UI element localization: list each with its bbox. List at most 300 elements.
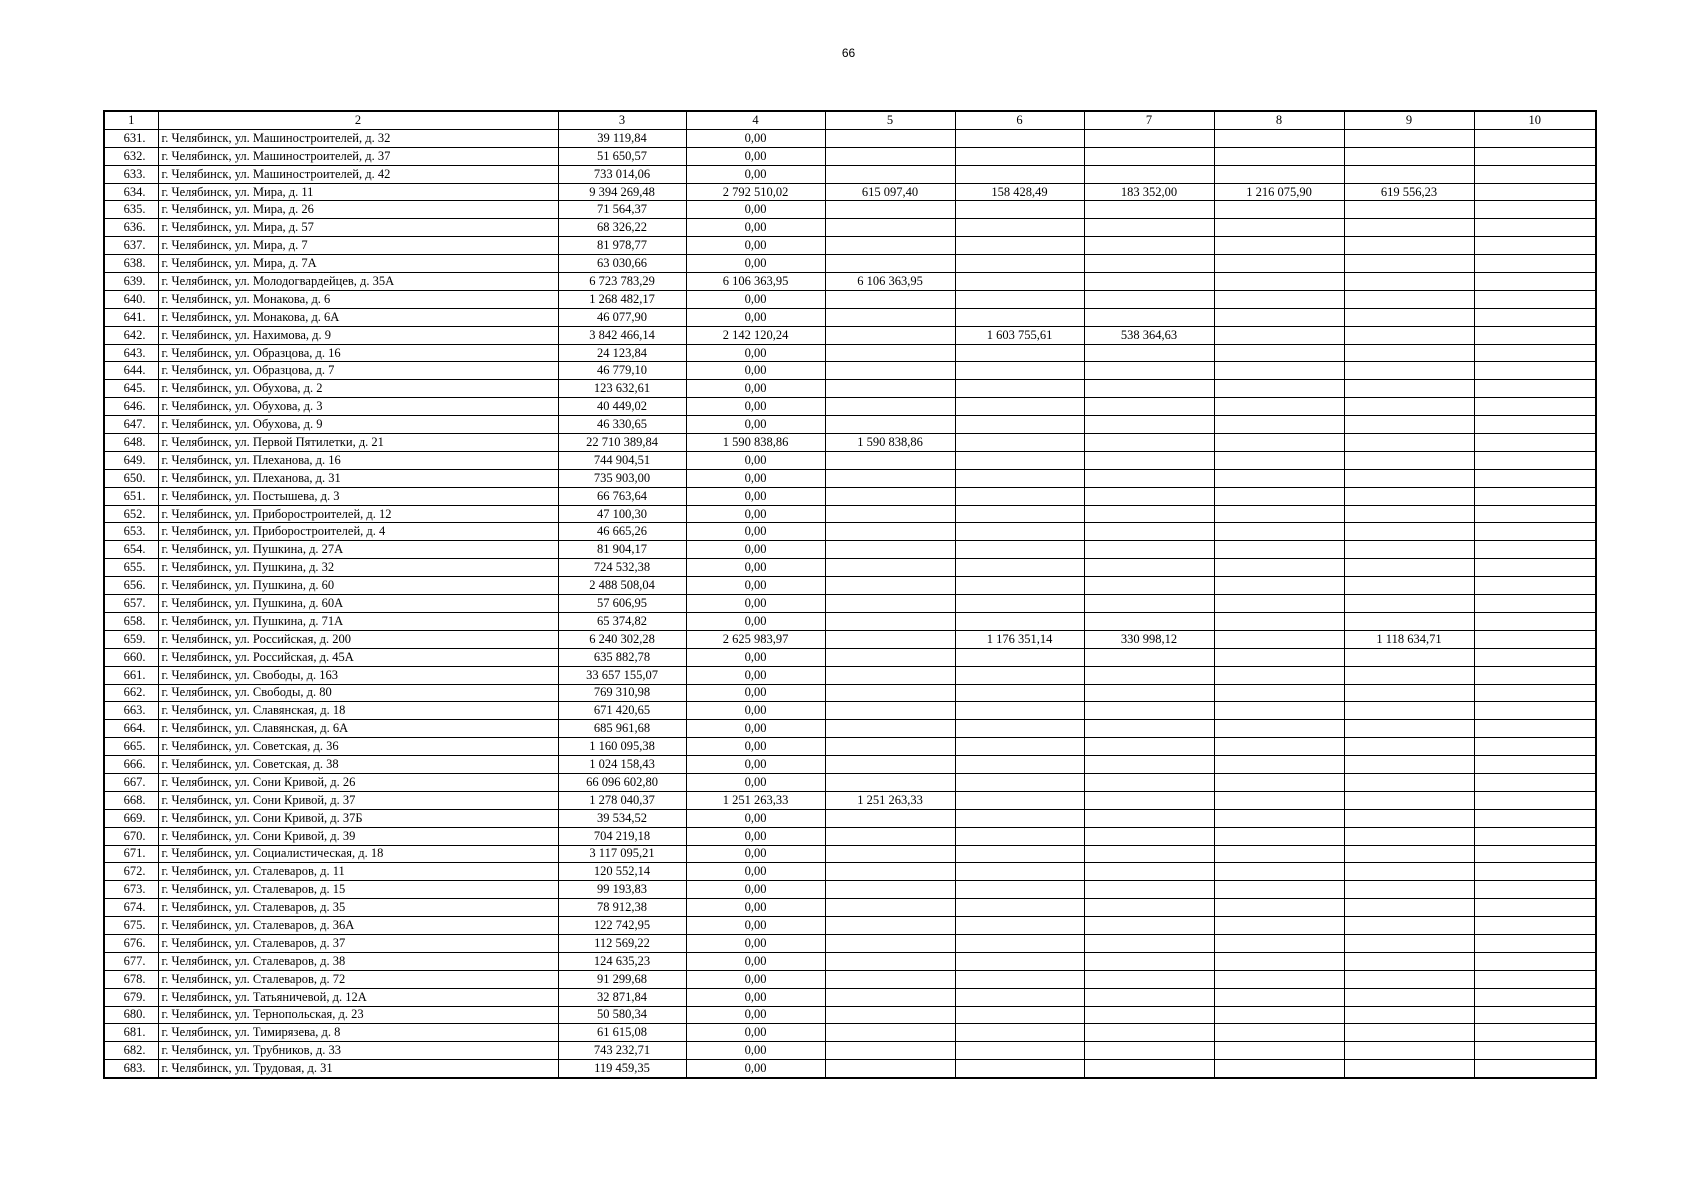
value-cell-col6 [955,237,1084,255]
column-header-7: 7 [1084,111,1214,129]
value-cell-col7: 330 998,12 [1084,630,1214,648]
value-cell-col8 [1214,290,1344,308]
value-cell-col7 [1084,791,1214,809]
address-cell: г. Челябинск, ул. Машиностроителей, д. 37 [158,147,558,165]
value-cell-col6 [955,1060,1084,1078]
row-number: 654. [104,541,158,559]
table-row [104,702,1596,720]
value-cell-col3: 120 552,14 [558,863,686,881]
value-cell-col10 [1474,273,1596,291]
value-cell-col8 [1214,219,1344,237]
value-cell-col6 [955,934,1084,952]
value-cell-col4: 0,00 [686,523,825,541]
value-cell-col4: 0,00 [686,595,825,613]
table-row [104,255,1596,273]
table-row [104,791,1596,809]
column-header-3: 3 [558,111,686,129]
value-cell-col6 [955,738,1084,756]
row-number: 651. [104,487,158,505]
value-cell-col7 [1084,129,1214,147]
table-row [104,577,1596,595]
value-cell-col7 [1084,416,1214,434]
value-cell-col6 [955,756,1084,774]
value-cell-col9 [1344,523,1474,541]
value-cell-col4: 0,00 [686,201,825,219]
address-cell: г. Челябинск, ул. Нахимова, д. 9 [158,326,558,344]
value-cell-col9 [1344,970,1474,988]
address-cell: г. Челябинск, ул. Славянская, д. 6А [158,720,558,738]
value-cell-col7 [1084,756,1214,774]
value-cell-col8 [1214,863,1344,881]
value-cell-col7 [1084,362,1214,380]
value-cell-col9 [1344,595,1474,613]
value-cell-col10 [1474,219,1596,237]
value-cell-col5 [825,827,955,845]
value-cell-col5 [825,899,955,917]
table-row [104,201,1596,219]
value-cell-col7 [1084,380,1214,398]
address-cell: г. Челябинск, ул. Пушкина, д. 71А [158,612,558,630]
value-cell-col8 [1214,559,1344,577]
value-cell-col4: 0,00 [686,129,825,147]
value-cell-col6 [955,469,1084,487]
value-cell-col7 [1084,1024,1214,1042]
value-cell-col5 [825,1006,955,1024]
address-cell: г. Челябинск, ул. Приборостроителей, д. 12 [158,505,558,523]
value-cell-col7: 538 364,63 [1084,326,1214,344]
row-number: 665. [104,738,158,756]
row-number: 658. [104,612,158,630]
value-cell-col10 [1474,469,1596,487]
column-header-6: 6 [955,111,1084,129]
value-cell-col8 [1214,666,1344,684]
row-number: 670. [104,827,158,845]
row-number: 649. [104,451,158,469]
data-table [103,110,1597,1079]
value-cell-col9 [1344,541,1474,559]
value-cell-col8 [1214,273,1344,291]
value-cell-col10 [1474,988,1596,1006]
value-cell-col3: 122 742,95 [558,917,686,935]
value-cell-col8 [1214,165,1344,183]
table-row [104,380,1596,398]
value-cell-col10 [1474,255,1596,273]
value-cell-col7 [1084,487,1214,505]
value-cell-col10 [1474,738,1596,756]
value-cell-col7 [1084,255,1214,273]
value-cell-col7 [1084,559,1214,577]
row-number: 660. [104,648,158,666]
value-cell-col3: 24 123,84 [558,344,686,362]
value-cell-col6 [955,720,1084,738]
value-cell-col9 [1344,1006,1474,1024]
value-cell-col6 [955,129,1084,147]
value-cell-col3: 32 871,84 [558,988,686,1006]
table-row [104,237,1596,255]
value-cell-col9 [1344,487,1474,505]
value-cell-col7 [1084,1042,1214,1060]
row-number: 663. [104,702,158,720]
value-cell-col4: 0,00 [686,559,825,577]
value-cell-col5 [825,809,955,827]
value-cell-col4: 0,00 [686,827,825,845]
value-cell-col9 [1344,219,1474,237]
address-cell: г. Челябинск, ул. Сталеваров, д. 38 [158,952,558,970]
value-cell-col3: 71 564,37 [558,201,686,219]
table-row [104,881,1596,899]
value-cell-col6: 158 428,49 [955,183,1084,201]
value-cell-col8 [1214,577,1344,595]
row-number: 657. [104,595,158,613]
row-number: 680. [104,1006,158,1024]
value-cell-col10 [1474,237,1596,255]
address-cell: г. Челябинск, ул. Мира, д. 7 [158,237,558,255]
value-cell-col4: 0,00 [686,362,825,380]
value-cell-col6 [955,380,1084,398]
value-cell-col7 [1084,899,1214,917]
value-cell-col4: 0,00 [686,147,825,165]
value-cell-col10 [1474,129,1596,147]
value-cell-col6 [955,1024,1084,1042]
value-cell-col3: 1 268 482,17 [558,290,686,308]
value-cell-col3: 2 488 508,04 [558,577,686,595]
value-cell-col3: 743 232,71 [558,1042,686,1060]
value-cell-col7 [1084,273,1214,291]
value-cell-col6: 1 176 351,14 [955,630,1084,648]
value-cell-col4: 0,00 [686,398,825,416]
value-cell-col4: 0,00 [686,451,825,469]
value-cell-col3: 3 842 466,14 [558,326,686,344]
row-number: 641. [104,308,158,326]
value-cell-col3: 33 657 155,07 [558,666,686,684]
value-cell-col7 [1084,845,1214,863]
value-cell-col10 [1474,487,1596,505]
row-number: 636. [104,219,158,237]
address-cell: г. Челябинск, ул. Пушкина, д. 32 [158,559,558,577]
table-row [104,630,1596,648]
address-cell: г. Челябинск, ул. Монакова, д. 6А [158,308,558,326]
value-cell-col7 [1084,451,1214,469]
value-cell-col4: 0,00 [686,899,825,917]
value-cell-col9 [1344,1024,1474,1042]
value-cell-col6 [955,451,1084,469]
value-cell-col8 [1214,398,1344,416]
value-cell-col8 [1214,541,1344,559]
value-cell-col8 [1214,362,1344,380]
table-row [104,1060,1596,1078]
column-header-9: 9 [1344,111,1474,129]
value-cell-col10 [1474,326,1596,344]
value-cell-col8 [1214,630,1344,648]
value-cell-col6 [955,147,1084,165]
value-cell-col6 [955,219,1084,237]
address-cell: г. Челябинск, ул. Сталеваров, д. 15 [158,881,558,899]
value-cell-col7 [1084,666,1214,684]
value-cell-col10 [1474,720,1596,738]
value-cell-col3: 733 014,06 [558,165,686,183]
table-row [104,970,1596,988]
value-cell-col4: 0,00 [686,702,825,720]
value-cell-col7 [1084,147,1214,165]
value-cell-col5 [825,684,955,702]
value-cell-col7 [1084,1060,1214,1078]
value-cell-col4: 0,00 [686,738,825,756]
value-cell-col9 [1344,398,1474,416]
value-cell-col5 [825,165,955,183]
value-cell-col5 [825,970,955,988]
value-cell-col8 [1214,308,1344,326]
value-cell-col4: 0,00 [686,290,825,308]
value-cell-col7 [1084,595,1214,613]
value-cell-col5 [825,881,955,899]
value-cell-col3: 685 961,68 [558,720,686,738]
value-cell-col6 [955,308,1084,326]
table-row [104,147,1596,165]
value-cell-col6 [955,505,1084,523]
value-cell-col7 [1084,505,1214,523]
value-cell-col10 [1474,595,1596,613]
value-cell-col5 [825,863,955,881]
value-cell-col9 [1344,666,1474,684]
address-cell: г. Челябинск, ул. Образцова, д. 7 [158,362,558,380]
value-cell-col5 [825,416,955,434]
value-cell-col5 [825,469,955,487]
value-cell-col9 [1344,881,1474,899]
row-number: 661. [104,666,158,684]
value-cell-col6 [955,165,1084,183]
address-cell: г. Челябинск, ул. Мира, д. 26 [158,201,558,219]
value-cell-col8 [1214,344,1344,362]
value-cell-col4: 0,00 [686,881,825,899]
value-cell-col5 [825,541,955,559]
value-cell-col9 [1344,469,1474,487]
value-cell-col8 [1214,881,1344,899]
row-number: 664. [104,720,158,738]
value-cell-col5 [825,451,955,469]
value-cell-col8 [1214,720,1344,738]
row-number: 674. [104,899,158,917]
table-row [104,1006,1596,1024]
value-cell-col10 [1474,791,1596,809]
row-number: 634. [104,183,158,201]
value-cell-col8 [1214,326,1344,344]
table-row [104,988,1596,1006]
value-cell-col8 [1214,702,1344,720]
value-cell-col9 [1344,720,1474,738]
value-cell-col9 [1344,827,1474,845]
value-cell-col4: 2 142 120,24 [686,326,825,344]
row-number: 637. [104,237,158,255]
row-number: 677. [104,952,158,970]
table-row [104,666,1596,684]
value-cell-col6 [955,809,1084,827]
value-cell-col6 [955,273,1084,291]
value-cell-col9 [1344,416,1474,434]
address-cell: г. Челябинск, ул. Мира, д. 57 [158,219,558,237]
value-cell-col7 [1084,917,1214,935]
table-row [104,451,1596,469]
table-row [104,612,1596,630]
row-number: 638. [104,255,158,273]
value-cell-col5 [825,630,955,648]
value-cell-col9 [1344,147,1474,165]
value-cell-col6 [955,290,1084,308]
value-cell-col5 [825,201,955,219]
table-row [104,917,1596,935]
table-row [104,845,1596,863]
value-cell-col3: 68 326,22 [558,219,686,237]
address-cell: г. Челябинск, ул. Тимирязева, д. 8 [158,1024,558,1042]
address-cell: г. Челябинск, ул. Сталеваров, д. 37 [158,934,558,952]
value-cell-col10 [1474,917,1596,935]
value-cell-col5: 1 251 263,33 [825,791,955,809]
column-header-1: 1 [104,111,158,129]
value-cell-col10 [1474,648,1596,666]
value-cell-col9 [1344,559,1474,577]
value-cell-col10 [1474,434,1596,452]
row-number: 675. [104,917,158,935]
table-row [104,362,1596,380]
value-cell-col9 [1344,738,1474,756]
value-cell-col9 [1344,380,1474,398]
row-number: 639. [104,273,158,291]
address-cell: г. Челябинск, ул. Сони Кривой, д. 26 [158,773,558,791]
column-header-4: 4 [686,111,825,129]
value-cell-col7 [1084,344,1214,362]
value-cell-col10 [1474,308,1596,326]
value-cell-col10 [1474,559,1596,577]
address-cell: г. Челябинск, ул. Пушкина, д. 60 [158,577,558,595]
value-cell-col9 [1344,1042,1474,1060]
value-cell-col7 [1084,827,1214,845]
value-cell-col3: 46 779,10 [558,362,686,380]
address-cell: г. Челябинск, ул. Сталеваров, д. 36А [158,917,558,935]
value-cell-col9 [1344,809,1474,827]
row-number: 631. [104,129,158,147]
row-number: 672. [104,863,158,881]
row-number: 635. [104,201,158,219]
value-cell-col3: 46 665,26 [558,523,686,541]
value-cell-col6 [955,559,1084,577]
value-cell-col3: 63 030,66 [558,255,686,273]
value-cell-col9 [1344,129,1474,147]
value-cell-col9 [1344,237,1474,255]
value-cell-col7 [1084,541,1214,559]
value-cell-col3: 6 723 783,29 [558,273,686,291]
value-cell-col4: 0,00 [686,308,825,326]
value-cell-col7 [1084,773,1214,791]
value-cell-col8 [1214,970,1344,988]
table-row [104,183,1596,201]
address-cell: г. Челябинск, ул. Российская, д. 200 [158,630,558,648]
value-cell-col3: 724 532,38 [558,559,686,577]
value-cell-col8 [1214,917,1344,935]
value-cell-col9 [1344,845,1474,863]
value-cell-col6 [955,827,1084,845]
value-cell-col10 [1474,881,1596,899]
value-cell-col3: 47 100,30 [558,505,686,523]
value-cell-col5 [825,129,955,147]
value-cell-col4: 2 792 510,02 [686,183,825,201]
row-number: 681. [104,1024,158,1042]
value-cell-col3: 744 904,51 [558,451,686,469]
value-cell-col6 [955,1042,1084,1060]
value-cell-col5 [825,756,955,774]
table-row [104,469,1596,487]
value-cell-col5 [825,738,955,756]
table-row [104,129,1596,147]
value-cell-col10 [1474,380,1596,398]
address-cell: г. Челябинск, ул. Трудовая, д. 31 [158,1060,558,1078]
row-number: 671. [104,845,158,863]
value-cell-col4: 0,00 [686,255,825,273]
value-cell-col3: 51 650,57 [558,147,686,165]
value-cell-col10 [1474,290,1596,308]
value-cell-col10 [1474,451,1596,469]
value-cell-col10 [1474,344,1596,362]
address-cell: г. Челябинск, ул. Свободы, д. 80 [158,684,558,702]
table-row [104,165,1596,183]
value-cell-col7 [1084,934,1214,952]
value-cell-col8 [1214,809,1344,827]
value-cell-col3: 1 160 095,38 [558,738,686,756]
table-row [104,684,1596,702]
value-cell-col7 [1084,434,1214,452]
value-cell-col6 [955,863,1084,881]
value-cell-col4: 0,00 [686,809,825,827]
value-cell-col5 [825,380,955,398]
value-cell-col10 [1474,1024,1596,1042]
table-row [104,290,1596,308]
value-cell-col6 [955,970,1084,988]
value-cell-col3: 671 420,65 [558,702,686,720]
value-cell-col4: 0,00 [686,1060,825,1078]
value-cell-col9 [1344,577,1474,595]
value-cell-col6 [955,988,1084,1006]
value-cell-col8 [1214,899,1344,917]
address-cell: г. Челябинск, ул. Приборостроителей, д. 4 [158,523,558,541]
value-cell-col8 [1214,738,1344,756]
address-cell: г. Челябинск, ул. Сталеваров, д. 35 [158,899,558,917]
value-cell-col5 [825,1060,955,1078]
value-cell-col6 [955,791,1084,809]
value-cell-col7 [1084,469,1214,487]
value-cell-col3: 65 374,82 [558,612,686,630]
value-cell-col5 [825,219,955,237]
value-cell-col9 [1344,326,1474,344]
value-cell-col9 [1344,344,1474,362]
value-cell-col8 [1214,147,1344,165]
value-cell-col7 [1084,523,1214,541]
value-cell-col8: 1 216 075,90 [1214,183,1344,201]
table-row [104,809,1596,827]
row-number: 633. [104,165,158,183]
row-number: 648. [104,434,158,452]
value-cell-col4: 0,00 [686,720,825,738]
address-cell: г. Челябинск, ул. Пушкина, д. 27А [158,541,558,559]
header-row [104,111,1596,129]
table-row [104,523,1596,541]
value-cell-col7 [1084,648,1214,666]
value-cell-col5 [825,934,955,952]
address-cell: г. Челябинск, ул. Образцова, д. 16 [158,344,558,362]
value-cell-col4: 0,00 [686,577,825,595]
row-number: 653. [104,523,158,541]
value-cell-col3: 124 635,23 [558,952,686,970]
value-cell-col7 [1084,201,1214,219]
column-header-5: 5 [825,111,955,129]
row-number: 642. [104,326,158,344]
